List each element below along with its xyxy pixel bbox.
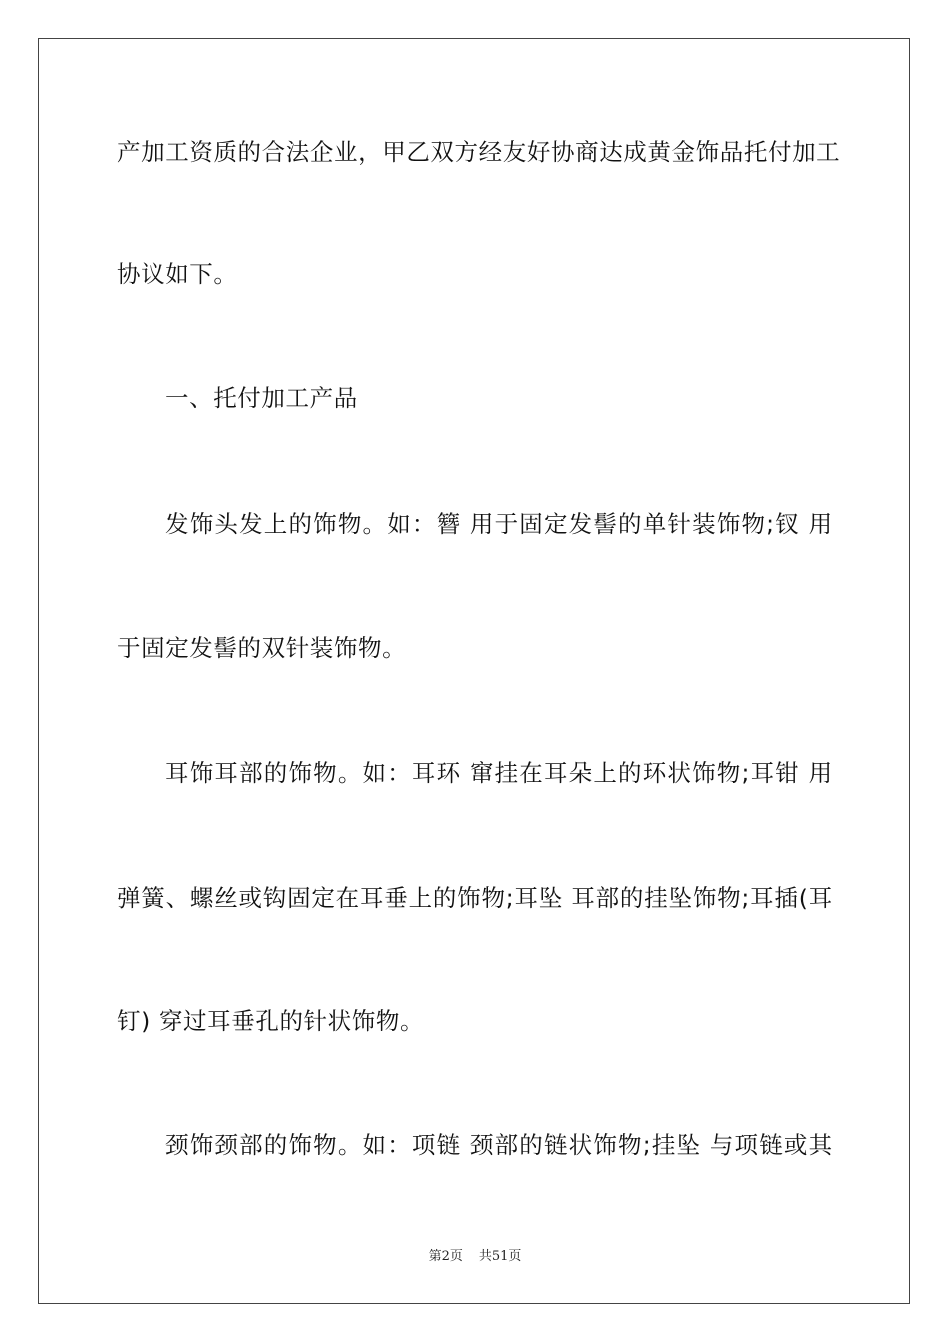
body-line-4: 发 饰 头 发 上 的 饰 物 。 如 ： 簪 用 于 固 定 发 髻 的 单 针 装 饰 物 ; 钗 用 [165,510,833,538]
page-border [38,38,910,1304]
body-line-2: 协议如下。 [117,260,238,288]
body-line-8: 钉) 穿过耳垂孔的针状饰物。 [117,1007,425,1035]
body-line-7: 弹 簧 、 螺 丝 或 钩 固 定 在 耳 垂 上 的 饰 物 ; 耳 坠 耳 部 的 挂 坠 饰 物 ; 耳 插 ( 耳 [117,884,833,912]
body-line-1: 产 加 工 资 质 的 合 法 企 业 ， 甲 乙 双 方 经 友 好 协 商 达 成 黄 金 饰 品 托 付 加 工 [117,138,841,166]
body-line-5: 于固定发髻的双针装饰物。 [117,634,407,662]
body-line-9: 颈 饰 颈 部 的 饰 物 。 如 ： 项 链 颈 部 的 链 状 饰 物 ; 挂 坠 与 项 链 或 其 [165,1131,833,1159]
page-footer [0,1245,950,1264]
body-line-6: 耳 饰 耳 部 的 饰 物 。 如 ： 耳 环 窜 挂 在 耳 朵 上 的 环 状 饰 物 ; 耳 钳 用 [165,759,833,787]
section-heading: 一、托付加工产品 [165,384,358,412]
page-total: 共51页 [478,1249,522,1264]
page-number: 第2页 [428,1249,463,1264]
